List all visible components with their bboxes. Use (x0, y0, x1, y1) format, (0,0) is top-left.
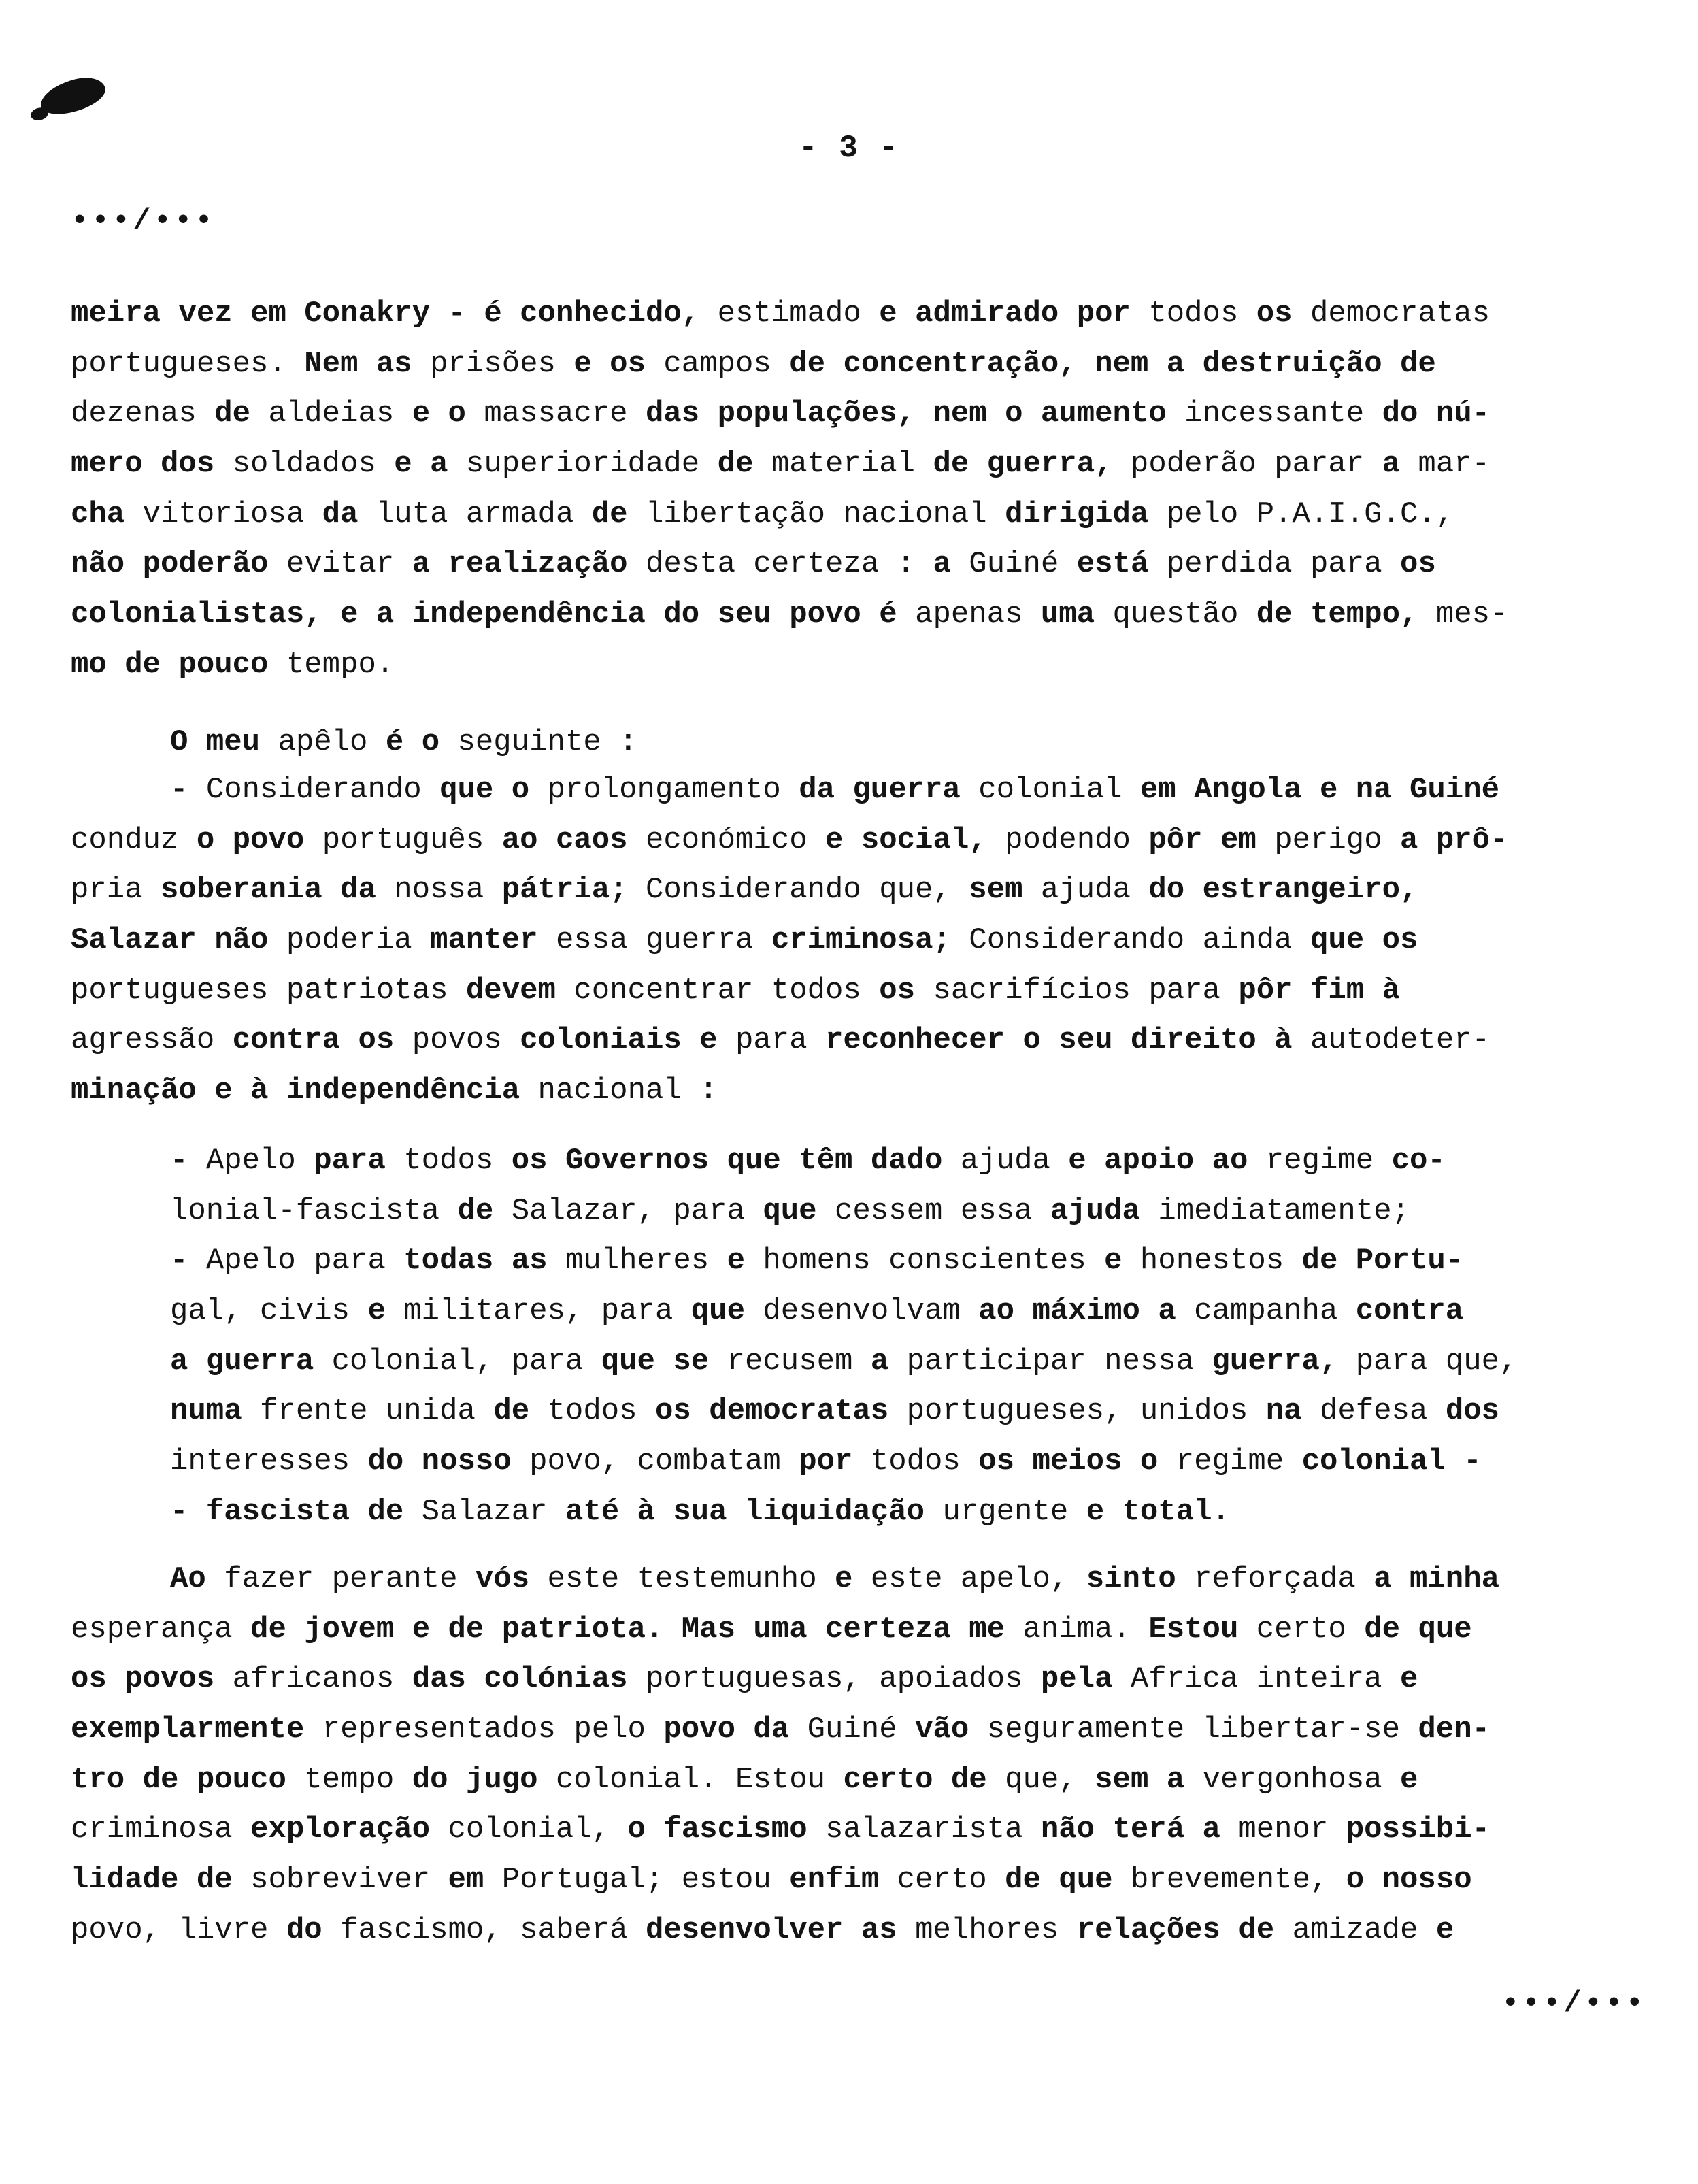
text-line: lidade de sobreviver em Portugal; estou enfim certo de que brevemente, o nosso (71, 1863, 1472, 1898)
text-line: numa frente unida de todos os democratas portugueses, unidos na defesa dos (170, 1394, 1500, 1429)
text-line: criminosa exploração colonial, o fascismo salazarista não terá a menor possibi- (71, 1813, 1490, 1847)
text-line: - fascista de Salazar até à sua liquidação urgente e total. (170, 1494, 1230, 1529)
text-line: esperança de jovem e de patriota. Mas uma certeza me anima. Estou certo de que (71, 1612, 1472, 1647)
text-line: colonialistas, e a independência do seu povo é apenas uma questão de tempo, mes- (71, 597, 1508, 632)
text-line: meira vez em Conakry - é conhecido, estimado e admirado por todos os democratas (71, 297, 1491, 331)
text-line: mo de pouco tempo. (71, 647, 395, 682)
continuation-mark-bottom: •••/••• (1501, 1987, 1646, 2021)
text-line: O meu apêlo é o seguinte : (170, 725, 637, 759)
text-line: não poderão evitar a realização desta certeza : a Guiné está perdida para os (71, 547, 1436, 582)
text-line: minação e à independência nacional : (71, 1074, 718, 1108)
text-line: lonial-fascista de Salazar, para que cessem essa ajuda imediatamente; (170, 1193, 1410, 1228)
text-line: exemplarmente representados pelo povo da Guiné vão seguramente libertar-se den- (71, 1713, 1491, 1747)
paragraph-opening (71, 289, 1508, 691)
text-line: a guerra colonial, para que se recusem a participar nessa guerra, para que, (170, 1344, 1518, 1378)
paragraph-appeal-intro (170, 718, 637, 768)
text-line: conduz o povo português ao caos económico e social, podendo pôr em perigo a prô- (71, 823, 1508, 857)
text-line: - Apelo para todas as mulheres e homens conscientes e honestos de Portu- (170, 1244, 1464, 1278)
text-line: Ao fazer perante vós este testemunho e este apelo, sinto reforçada a minha (170, 1562, 1500, 1596)
text-line: tro de pouco tempo do jugo colonial. Estou certo de que, sem a vergonhosa e (71, 1762, 1418, 1797)
text-line: portugueses patriotas devem concentrar todos os sacrifícios para pôr fim à (71, 973, 1400, 1008)
text-line: interesses do nosso povo, combatam por todos os meios o regime colonial - (170, 1444, 1482, 1479)
text-line: mero dos soldados e a superioridade de material de guerra, poderão parar a mar- (71, 447, 1491, 482)
text-line: agressão contra os povos coloniais e para reconhecer o seu direito à autodeter- (71, 1023, 1491, 1058)
text-line: os povos africanos das colónias portuguesas, apoiados pela Africa inteira e (71, 1662, 1418, 1697)
text-line: gal, civis e militares, para que desenvolvam ao máximo a campanha contra (170, 1294, 1464, 1329)
text-line: - Considerando que o prolongamento da guerra colonial em Angola e na Guiné (170, 773, 1500, 807)
page-number: - 3 - (798, 131, 900, 166)
text-line: - Apelo para todos os Governos que têm dado ajuda e apoio ao regime co- (170, 1144, 1446, 1178)
continuation-mark-top: •••/••• (71, 204, 216, 238)
text-line: Salazar não poderia manter essa guerra criminosa; Considerando ainda que os (71, 923, 1418, 958)
text-line: povo, livre do fascismo, saberá desenvolver as melhores relações de amizade e (71, 1913, 1454, 1947)
text-line: cha vitoriosa da luta armada de libertação nacional dirigida pelo P.A.I.G.C., (71, 497, 1454, 531)
text-line: pria soberania da nossa pátria; Considerando que, sem ajuda do estrangeiro, (71, 873, 1418, 908)
paragraph-closing (71, 1555, 1499, 1956)
text-line: portugueses. Nem as prisões e os campos de concentração, nem a destruição de (71, 346, 1436, 381)
paragraph-considerations (71, 765, 1508, 1116)
ink-blot-mark (37, 73, 109, 119)
paragraph-appeals (170, 1136, 1517, 1538)
text-line: dezenas de aldeias e o massacre das populações, nem o aumento incessante do nú- (71, 397, 1491, 431)
